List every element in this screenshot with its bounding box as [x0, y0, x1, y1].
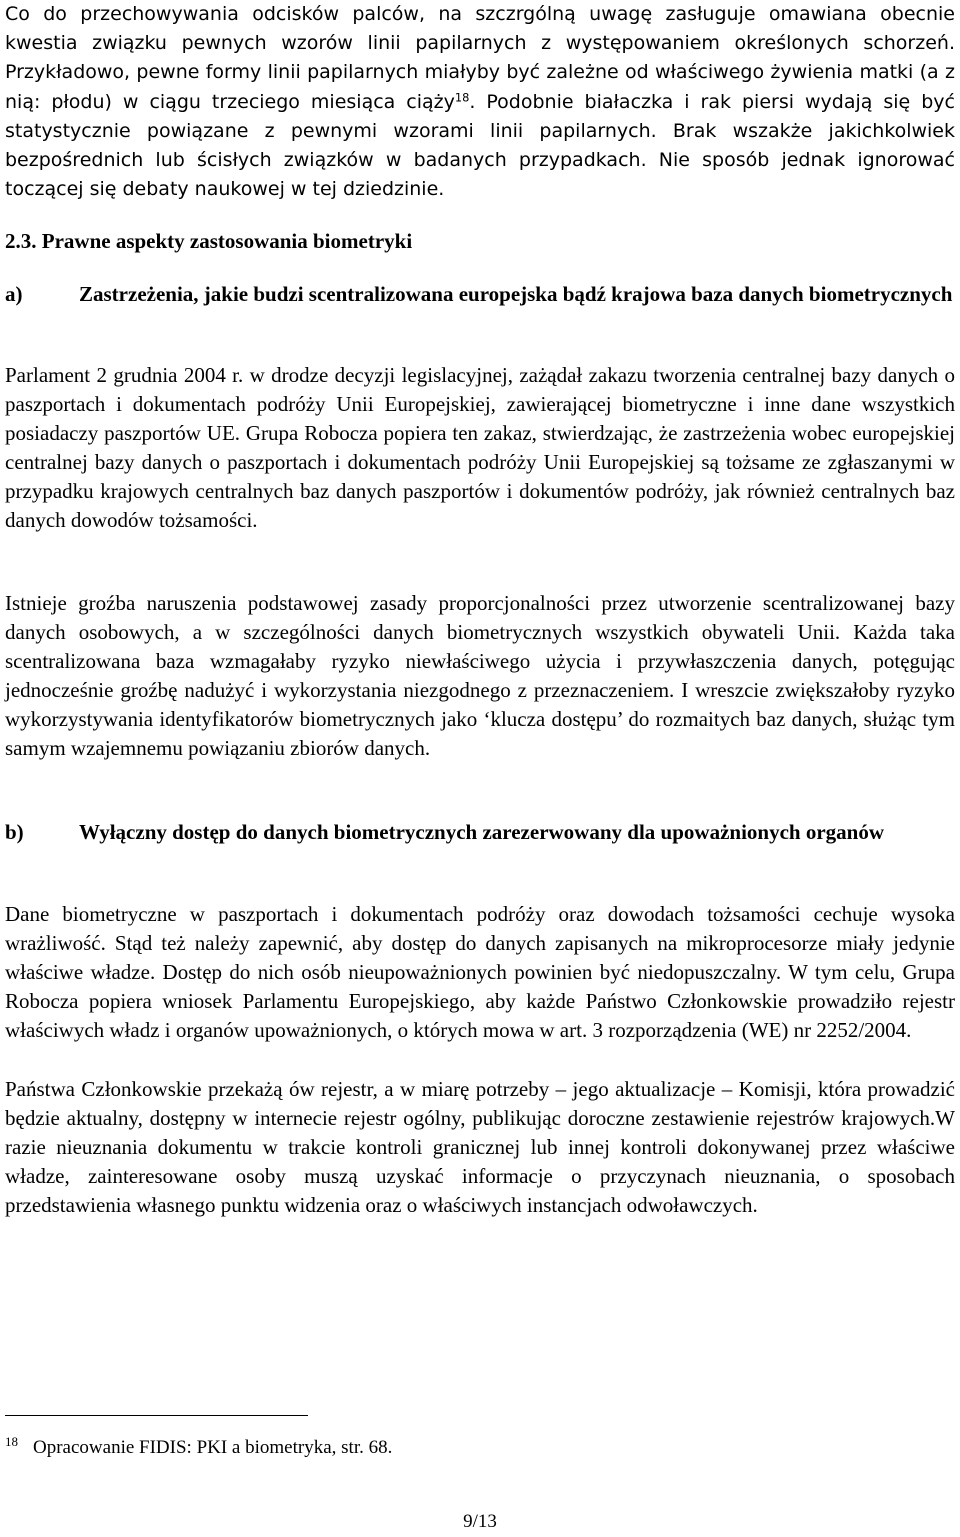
- paragraph-proportionality: Istnieje groźba naruszenia podstawowej zasady proporcjonalności przez utworzenie scentralizowanej bazy danych osobowych, a w szczególności danych biometrycznych wszystkich obywateli Unii. Każda taka scentralizowana baza wzmagałaby ryzyko niewłaściwego użycia i przywłaszczenia danych, potęgując jednocześnie groźbę nadużyć i wykorzystania niezgodnego z przeznaczeniem. I wreszcie zwiększałoby ryzyko wykorzystywania identyfikatorów biometrycznych jako ‘klucza dostępu’ do rozmaitych baz danych, służąc tym samym wzajemnemu powiązaniu zbiorów danych.: [5, 591, 955, 761]
- paragraph-fingerprints: [5, 0, 955, 204]
- subsection-b-marker: b): [5, 820, 24, 844]
- footnote: [5, 1436, 905, 1460]
- paragraph-fingerprints-text-b: . Podobnie białaczka i rak piersi wydają się być statystycznie powiązane z pewnymi wzorami linii papilarnych. Brak wszakże jakichkolwiek bezpośrednich lub ścisłych związków w badanych przypadkach. Nie sposób jednak ignorować toczącej się debaty naukowej w tej dziedzinie.: [5, 90, 955, 201]
- subsection-a-marker: a): [5, 282, 23, 306]
- paragraph-parliament-decision: Parlament 2 grudnia 2004 r. w drodze decyzji legislacyjnej, zażądał zakazu tworzenia centralnej bazy danych o paszportach i dokumentach podróży Unii Europejskiej, zawierającej biometryczne i inne dane wszystkich posiadaczy paszportów UE. Grupa Robocza popiera ten zakaz, stwierdzając, że zastrzeżenia wobec europejskiej centralnej bazy danych o paszportach i dokumentach podróży Unii Europejskiej są tożsame ze zgłaszanymi w przypadku krajowych centralnych baz danych paszportów i dokumentów podróży, jak również centralnych baz danych dowodów tożsamości.: [5, 363, 955, 533]
- section-heading: 2.3. Prawne aspekty zastosowania biometryki: [5, 229, 413, 253]
- footnote-reference[interactable]: 18: [454, 90, 470, 105]
- page-number: 9/13: [463, 1511, 497, 1532]
- footnote-text: Opracowanie FIDIS: PKI a biometryka, str. 68.: [33, 1437, 393, 1458]
- subsection-a-title: Zastrzeżenia, jakie budzi scentralizowana europejska bądź krajowa baza danych biometrycznych: [79, 282, 953, 306]
- paragraph-fingerprints-text-a: Co do przechowywania odcisków palców, na szczrgólną uwagę zasługuje omawiana obecnie kwestia związku pewnych wzorów linii papilarnych z występowaniem określonych schorzeń. Przykładowo, pewne formy linii papilarnych miałyby być zależne od właściwego żywienia matki (a z nią: płodu) w ciągu trzeciego miesiąca ciąży: [5, 3, 955, 113]
- footnote-separator: [5, 1415, 308, 1416]
- subsection-heading-a: [5, 280, 955, 309]
- subsection-b-title: Wyłączny dostęp do danych biometrycznych zarezerwowany dla upoważnionych organów: [79, 820, 884, 844]
- paragraph-member-states-register: Państwa Członkowskie przekażą ów rejestr, a w miarę potrzeby – jego aktualizacje – Komisji, która prowadzić będzie aktualny, dostępny w internecie rejestr ogólny, publikując doroczne zestawienie rejestrów krajowych.W razie nieuznania dokumentu w trakcie kontroli granicznej lub innej kontroli dokonywanej przez właściwe władze, zainteresowane osoby muszą uzyskać informacje o przyczynach nieuznania, o sposobach przedstawienia własnego punktu widzenia oraz o właściwych instancjach odwoławczych.: [5, 1077, 955, 1218]
- subsection-heading-b: [5, 818, 955, 847]
- footnote-number: 18: [5, 1434, 18, 1449]
- paragraph-biometric-access: Dane biometryczne w paszportach i dokumentach podróży oraz dowodach tożsamości cechuje wysoka wrażliwość. Stąd też należy zapewnić, aby dostęp do danych zapisanych na mikroprocesorze miały jedynie właściwe władze. Dostęp do nich osób nieupoważnionych powinien być niedopuszczalny. W tym celu, Grupa Robocza popiera wniosek Parlamentu Europejskiego, aby każde Państwo Członkowskie prowadziło rejestr właściwych władz i organów upoważnionych, o których mowa w art. 3 rozporządzenia (WE) nr 2252/2004.: [5, 902, 955, 1043]
